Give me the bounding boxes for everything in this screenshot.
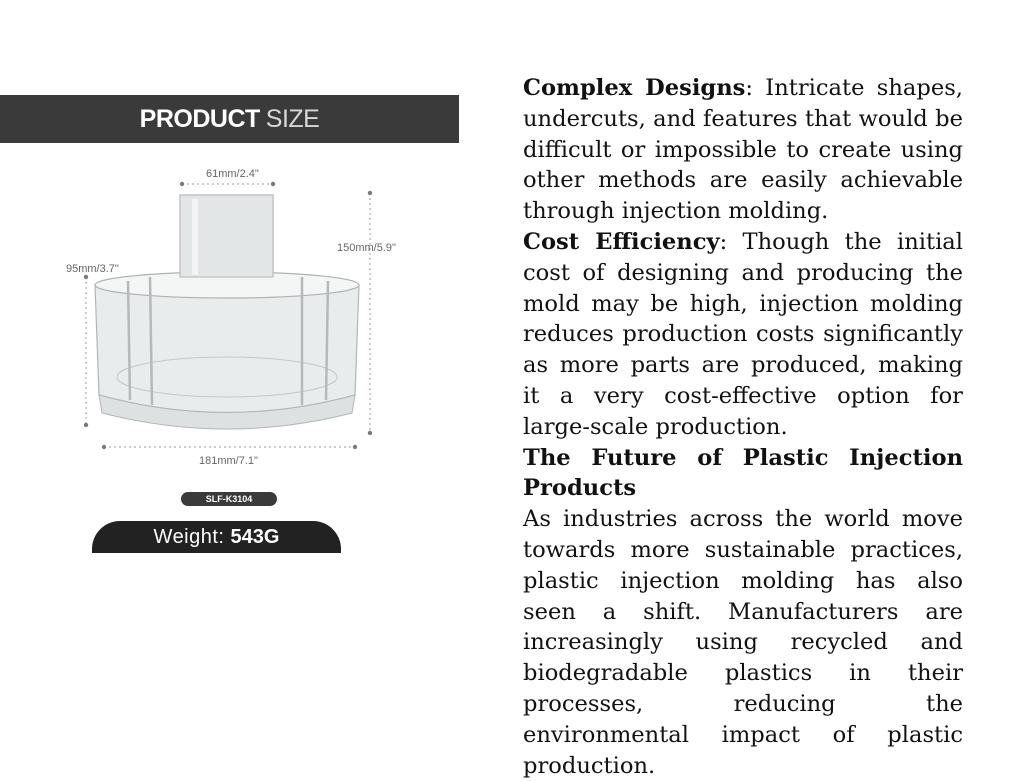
cost-efficiency-text: : Though the initial cost of designing and producing the mold may be high, injection molding reduces production costs significantly as more parts are produced, making it a very cost-effective option for large-scale production. (523, 228, 963, 440)
dimension-height-total: 150mm/5.9" (337, 242, 396, 254)
weight-banner (92, 521, 341, 553)
model-badge: SLF-K3104 (181, 492, 277, 506)
text-column (523, 73, 963, 781)
header-bold-text: PRODUCT (139, 104, 260, 133)
weight-value: 543G (230, 525, 280, 548)
complex-designs-term: Complex Designs (523, 75, 746, 101)
organizer-illustration (0, 95, 460, 560)
dimension-width-base: 181mm/7.1" (199, 455, 258, 467)
dimension-width-top: 61mm/2.4" (206, 168, 259, 180)
complex-designs-text: : Intricate shapes, undercuts, and features that would be difficult or impossible to create using other methods are easily achievable through injection molding. (523, 75, 963, 225)
future-paragraph: As industries across the world move towards more sustainable practices, plastic injection molding has also seen a shift. Manufacturers are increasingly using recycled and biodegradable plastics in their processes, reducing the environmental impact of plastic production. (523, 506, 963, 779)
header-light-text: SIZE (265, 104, 320, 133)
cost-efficiency-term: Cost Efficiency (523, 228, 720, 255)
dimension-height-base: 95mm/3.7" (66, 263, 119, 275)
product-size-image (0, 95, 460, 560)
future-section-heading: The Future of Plastic Injection Products (523, 444, 963, 502)
weight-label: Weight: (153, 525, 225, 548)
cost-efficiency-paragraph (523, 227, 963, 443)
complex-designs-paragraph (523, 73, 963, 227)
